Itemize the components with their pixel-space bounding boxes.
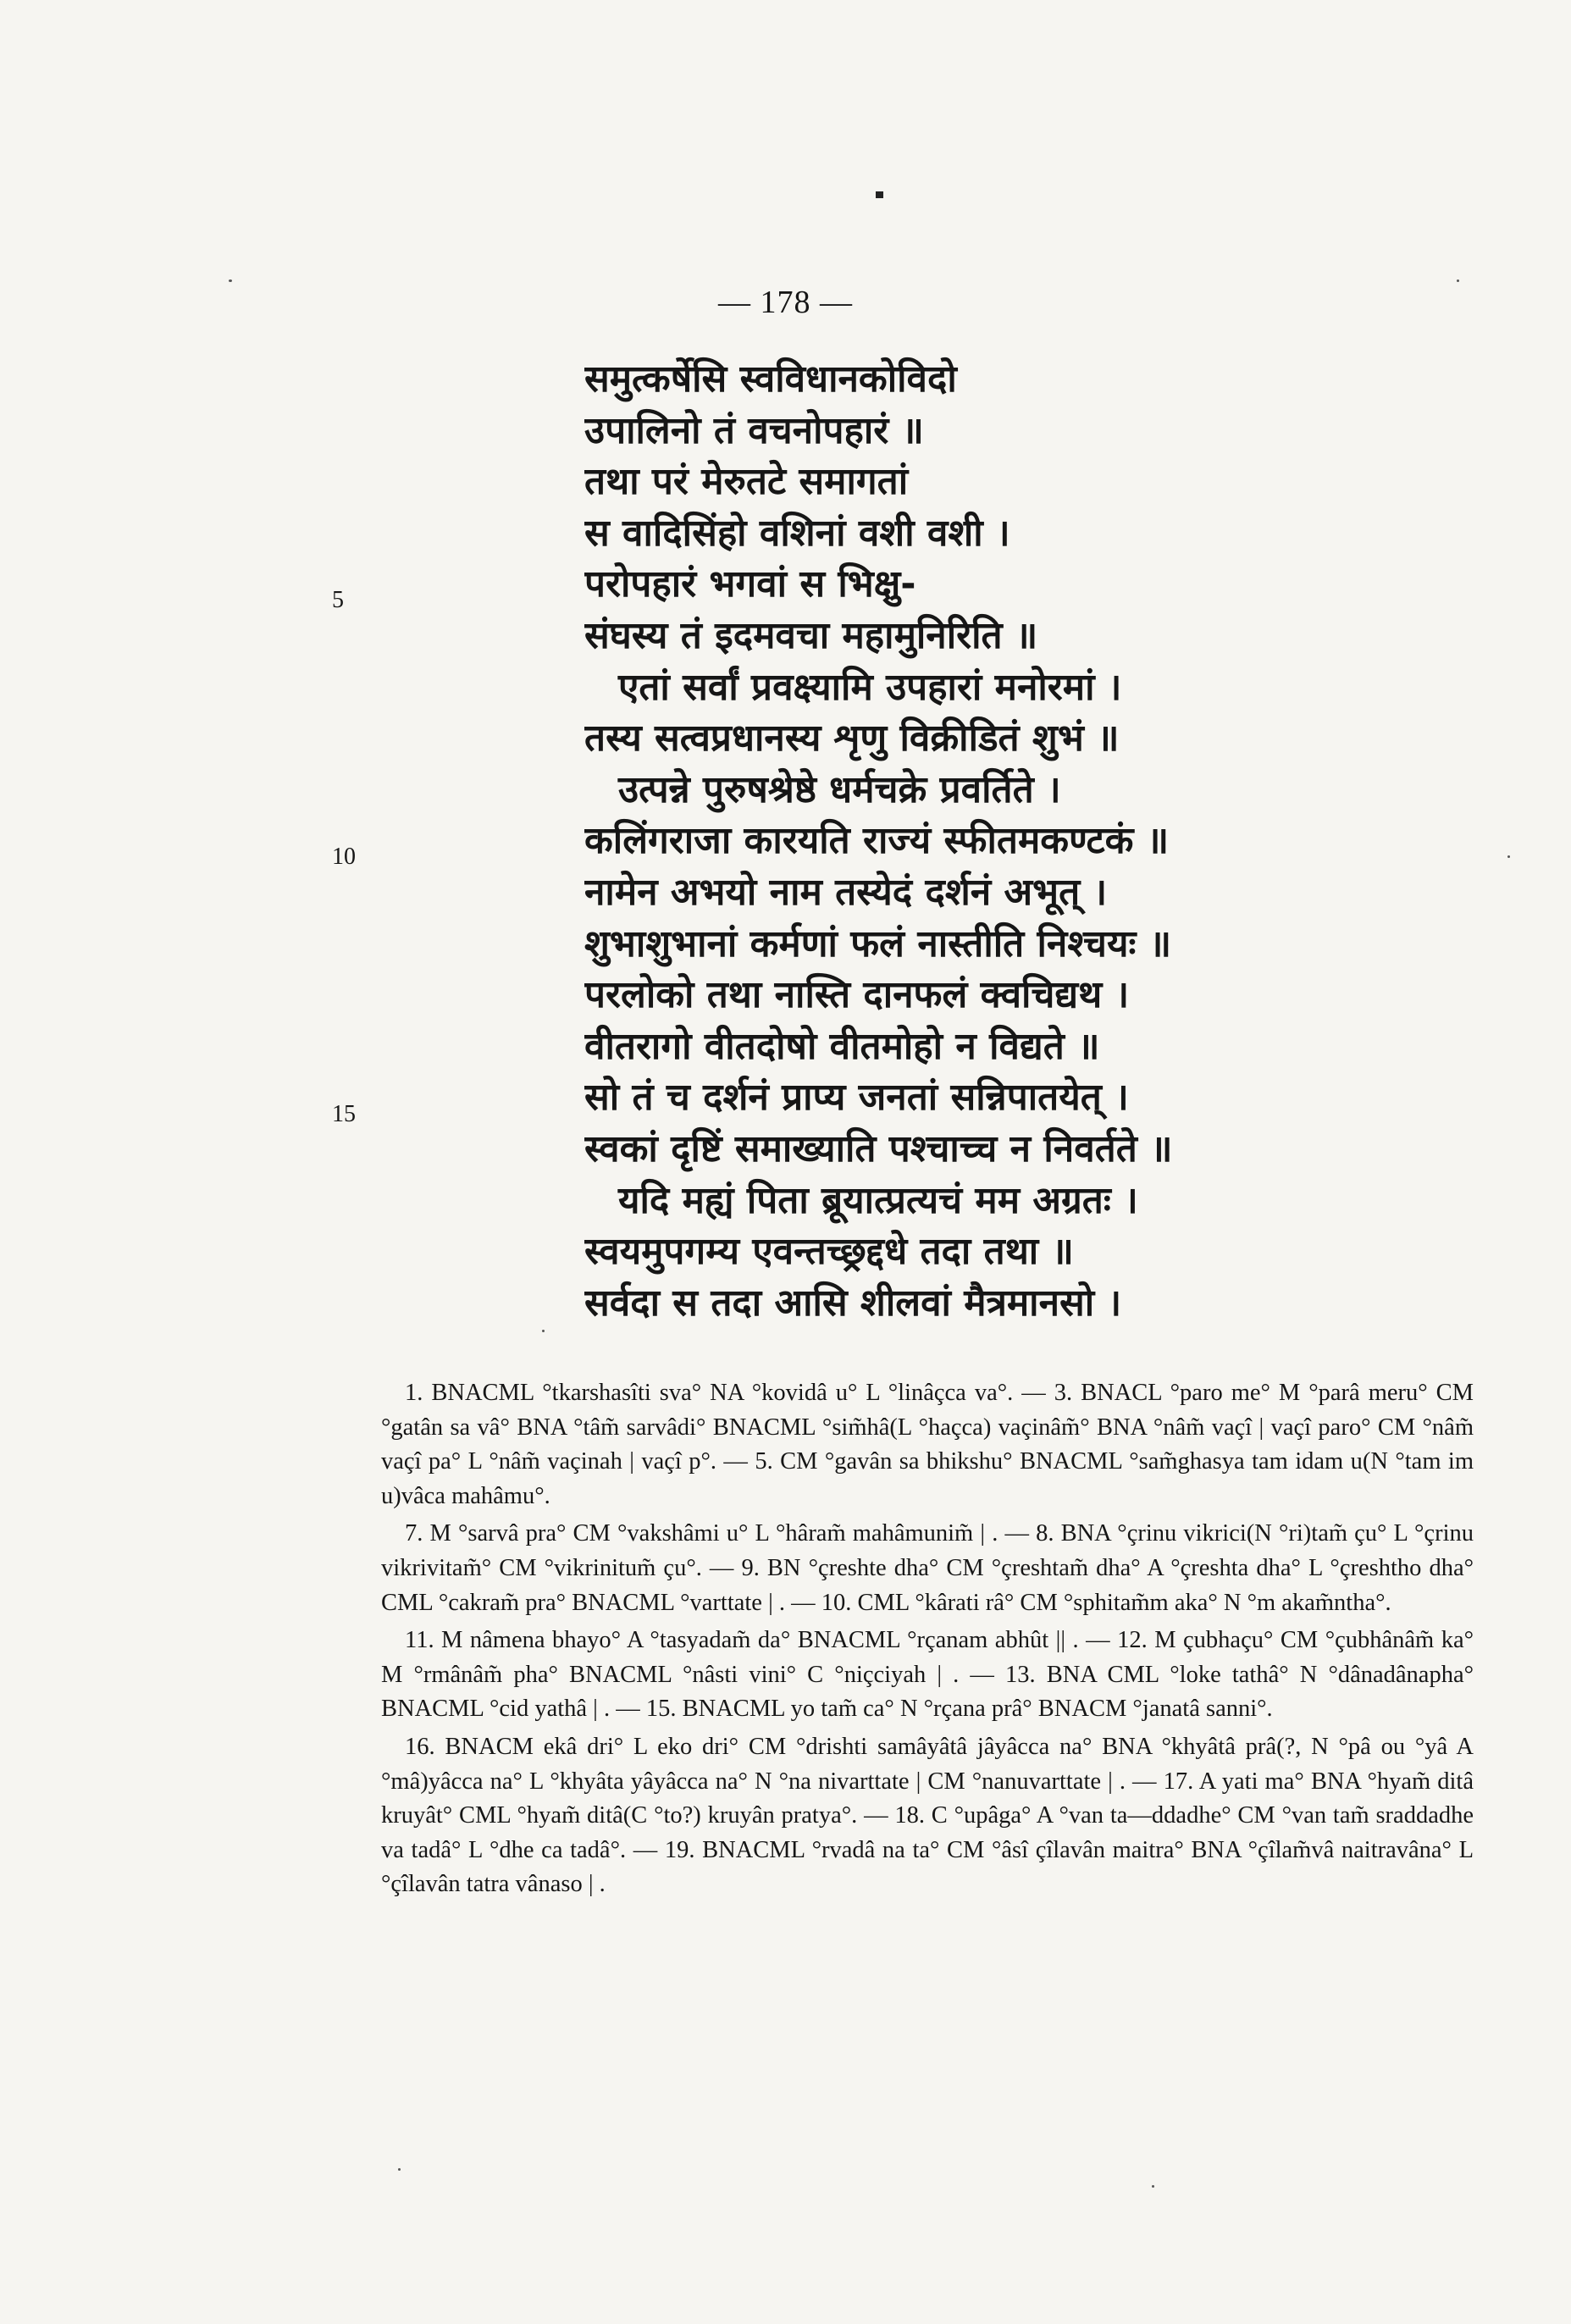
verse-line-1: समुत्कर्षेसि स्वविधानकोविदो	[584, 357, 957, 401]
note-paragraph-4: 16. BNACM ekâ dri° L eko dri° CM °drishti samâyâtâ jâyâcca na° BNA °khyâtâ prâ(?, N °pâ ou °yâ A °mâ)yâcca na° L °khyâta yâyâcca na° N °na nivarttate | CM °nanuvarttate | . — 17. A yati ma° BNA °hyam̃ ditâ kruyât° CML °hyam̃ ditâ(C °to?) kruyân pratya°. — 18. C °upâga° A °van ta—ddadhe° CM °van tam̃ sraddadhe va tadâ° L °dhe ca tadâ°. — 19. BNACML °rvadâ na ta° CM °âsî çîlavân maitra° BNA °çîlam̃vâ naitravâna° L °çîlavân tatra vânaso | .	[381, 1733, 1474, 1898]
note-paragraph-2: 7. M °sarvâ pra° CM °vakshâmi u° L °hâram̃ mahâmunim̃ | . — 8. BNA °çrinu vikrici(N °ri)tam̃ çu° L °çrinu vikrivitam̃° CM °vikrinitum̃ çu°. — 9. BN °çreshte dha° CM °çreshtam̃ dha° A °çreshta dha° L °çreshtho dha° CML °cakram̃ pra° BNACML °varttate | . — 10. CML °kârati râ° CM °sphitam̃m aka° N °m akam̃ntha°.	[381, 1520, 1474, 1616]
line-number-10: 10	[332, 844, 356, 870]
line-number-5: 5	[332, 587, 344, 613]
verse-line-18: स्वयमुपगम्य एवन्तच्छ्रद्दधे तदा तथा ॥	[584, 1230, 1074, 1274]
verse-line-3: तथा परं मेरुतटे समागतां	[584, 460, 909, 504]
verse-line-15: सो तं च दर्शनं प्राप्य जनतां सन्निपातयेत् ।	[584, 1076, 1129, 1120]
verse-line-5: परोपहारं भगवां स भिक्षु-	[584, 562, 916, 606]
ink-mark	[876, 191, 883, 198]
verse-line-11: नामेन अभयो नाम तस्येदं दर्शनं अभूत् ।	[584, 870, 1108, 914]
verse-line-14: वीतरागो वीतदोषो वीतमोहो न विद्यते ॥	[584, 1024, 1100, 1068]
scan-speck	[1152, 2185, 1154, 2188]
scan-speck	[398, 2168, 401, 2171]
note-paragraph-1: 1. BNACML °tkarshasîti sva° NA °kovidâ u° L °linâçca va°. — 3. BNACL °paro me° M °parâ meru° CM °gatân sa vâ° BNA °tâm̃ sarvâdi° BNACML °sim̃hâ(L °haçca) vaçinâm̃° BNA °nâm̃ vaçî | vaçî paro° CM °nâm̃ vaçî pa° L °nâm̃ vaçinah | vaçî p°. — 5. CM °gavân sa bhikshu° BNACML °sam̃ghasya tam idam u(N °tam im u)vâca mahâmu°.	[381, 1380, 1474, 1509]
verse-line-2: उपालिनो तं वचनोपहारं ॥	[584, 408, 924, 452]
scan-speck	[1507, 855, 1510, 858]
scan-speck	[542, 1330, 545, 1332]
note-paragraph-3: 11. M nâmena bhayo° A °tasyadam̃ da° BNACML °rçanam abhût || . — 12. M çubhaçu° CM °çubhânâm̃ ka° M °rmânâm̃ pha° BNACML °nâsti vini° C °niçciyah | . — 13. BNA CML °loke tathâ° N °dânadânapha° BNACML °cid yathâ | . — 15. BNACML yo tam̃ ca° N °rçana prâ° BNACM °janatâ sanni°.	[381, 1627, 1474, 1723]
verse-line-12: शुभाशुभानां कर्मणां फलं नास्तीति निश्चयः ॥	[584, 921, 1172, 966]
scan-speck	[1457, 279, 1459, 282]
verse-line-7: एतां सर्वां प्रवक्ष्यामि उपहारां मनोरमां ।	[618, 665, 1122, 709]
verse-line-13: परलोको तथा नास्ति दानफलं क्वचिद्यथ ।	[584, 973, 1130, 1017]
verse-line-6: संघस्य तं इदमवचा महामुनिरिति ॥	[584, 613, 1038, 657]
verse-line-10: कलिंगराजा कारयति राज्यं स्फीतमकण्टकं ॥	[584, 819, 1170, 863]
verse-line-19: सर्वदा स तदा आसि शीलवां मैत्रमानसो ।	[584, 1281, 1122, 1325]
critical-apparatus	[381, 1376, 1474, 1906]
page-number: — 178 —	[718, 285, 853, 320]
line-number-15: 15	[332, 1101, 356, 1127]
verse-line-17: यदि मह्यं पिता ब्रूयात्प्रत्यचं मम अग्रतः ।	[618, 1178, 1138, 1222]
verse-block	[584, 354, 1431, 1329]
verse-line-4: स वादिसिंहो वशिनां वशी वशी ।	[584, 511, 1010, 555]
scan-speck	[229, 279, 232, 282]
verse-line-16: स्वकां दृष्टिं समाख्याति पश्चाच्च न निवर्तते ॥	[584, 1126, 1173, 1170]
verse-line-9: उत्पन्ने पुरुषश्रेष्ठे धर्मचक्रे प्रवर्तिते ।	[618, 767, 1061, 811]
verse-line-8: तस्य सत्वप्रधानस्य शृणु विक्रीडितं शुभं ॥	[584, 717, 1120, 761]
